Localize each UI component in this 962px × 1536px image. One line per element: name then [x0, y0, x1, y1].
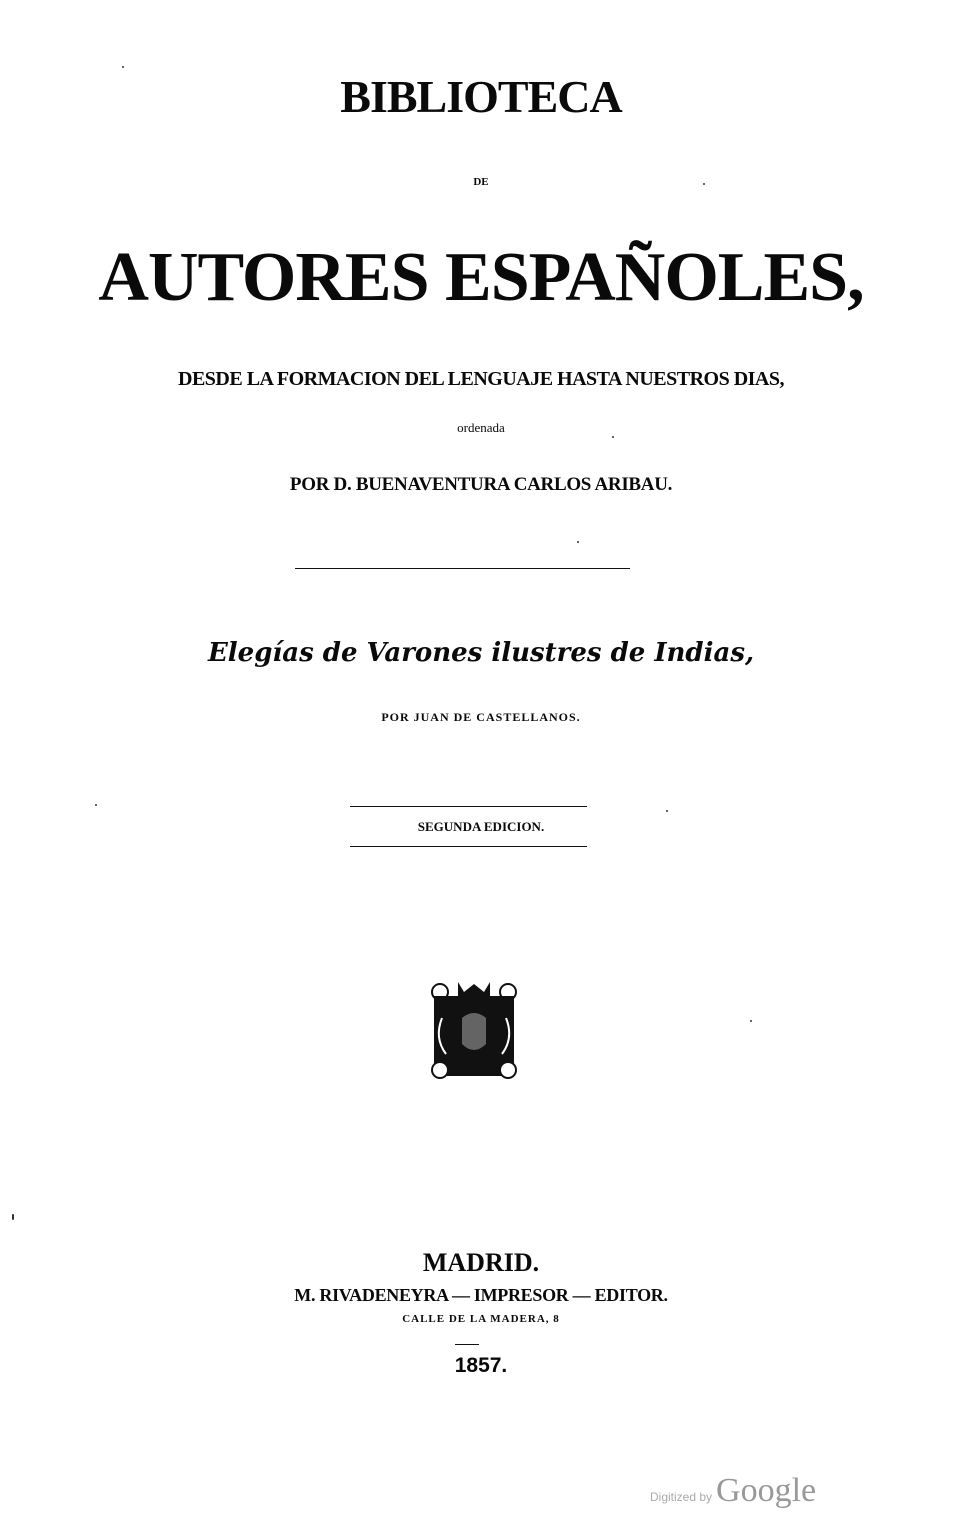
year-dash [455, 1344, 479, 1345]
ordenada-label: ordenada [457, 420, 505, 435]
printer-emblem-icon [428, 978, 520, 1080]
author-credit: POR JUAN DE CASTELLANOS. [381, 710, 581, 724]
edition-rule-top [350, 806, 587, 807]
imprint-year: 1857. [454, 1354, 508, 1377]
scan-speck [703, 183, 705, 185]
subtitle: DESDE LA FORMACION DEL LENGUAJE HASTA NUESTROS DIAS, [178, 368, 784, 390]
watermark-brand: Google [716, 1472, 817, 1509]
series-title-biblioteca: BIBLIOTECA [340, 71, 622, 122]
imprint-address: CALLE DE LA MADERA, 8 [402, 1313, 560, 1325]
imprint-publisher: M. RIVADENEYRA — IMPRESOR — EDITOR. [294, 1285, 668, 1305]
scan-speck [577, 541, 579, 543]
scan-speck [666, 810, 668, 812]
scan-speck [122, 66, 124, 68]
edition: SEGUNDA EDICION. [417, 819, 545, 834]
scan-speck [95, 804, 97, 806]
watermark-prefix: Digitized by [650, 1490, 713, 1504]
scan-speck [12, 1214, 14, 1220]
editor-credit: POR D. BUENAVENTURA CARLOS ARIBAU. [289, 474, 673, 495]
imprint-city: MADRID. [422, 1248, 540, 1277]
series-title-de: DE [473, 176, 489, 188]
digitized-by-google-watermark [650, 1472, 816, 1510]
series-title-autores: AUTORES ESPAÑOLES, [98, 239, 864, 316]
scan-speck [750, 1020, 752, 1022]
work-title: Elegías de Varones ilustres de Indias, [207, 638, 755, 668]
scan-speck [612, 436, 614, 438]
edition-rule-bottom [350, 846, 587, 847]
divider-rule [295, 568, 630, 569]
